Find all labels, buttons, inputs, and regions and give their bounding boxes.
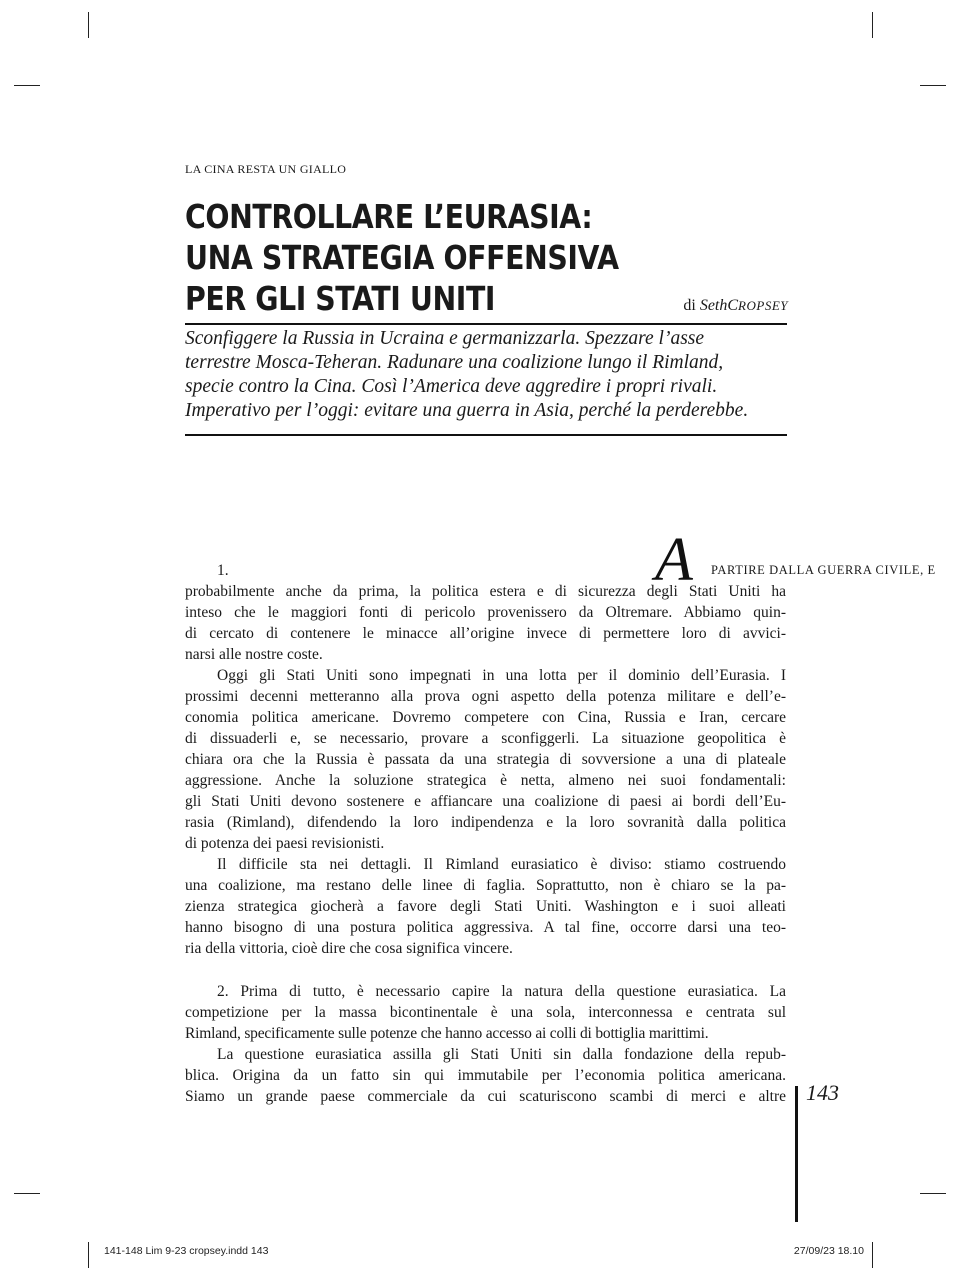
body-line: chiara ora che la Russia è passata da una strategia di sovversione a una di plateale [185,751,786,768]
body-line: rasia (Rimland), difendendo la loro indipendenza e la loro sovranità dalla politica [185,814,786,831]
footer-timestamp: 27/09/23 18.10 [793,1245,864,1257]
article-title [185,196,667,319]
body-line: gli Stati Uniti devono sostenere e affiancare una coalizione di paesi ai bordi dell’Eu- [185,793,786,810]
page-number: 143 [806,1080,839,1105]
article-summary [185,327,787,423]
body-line: di cercato di contenere le minacce all’origine invece di permettere loro di avvici- [185,625,786,642]
body-line: Siamo un grande paese commerciale da cui scaturiscono scambi di merci e altre [185,1088,786,1105]
body-line: Il difficile sta nei dettagli. Il Rimland eurasiatico è diviso: stiamo costruendo [217,856,786,873]
body-line: ria della vittoria, cioè dire che cosa significa vincere. [185,940,513,957]
section-2-body [185,981,786,1107]
body-line: competizione per la massa bicontinentale è una sola, interconnessa e centrata sul [185,1004,786,1021]
title-line: CONTROLLARE L’EURASIA: [185,197,593,236]
body-line: prossimi decenni metteranno alla prova ogni aspetto della potenza militare e dell’e- [185,688,786,705]
title-line: PER GLI STATI UNITI [185,279,496,318]
section-kicker: LA CINA RESTA UN GIALLO [185,162,347,176]
crop-mark-left-bottom [14,1193,40,1194]
body-line: hanno bisogno di una postura politica aggressiva. A tal fine, occorre darsi una teo- [185,919,786,936]
body-line: La questione eurasiatica assilla gli Stati Uniti sin dalla fondazione della repub- [217,1046,786,1063]
body-line: Rimland, specificamente sulle potenze che hanno accesso ai colli di bottiglia marittimi. [185,1025,709,1042]
body-line: una coalizione, ma restano delle linee di faglia. Soprattutto, non è chiaro se la pa- [185,877,786,894]
body-line: narsi alle nostre coste. [185,646,323,663]
body-line: inteso che le maggiori fonti di pericolo provenissero da Oltremare. Abbiamo quin- [185,604,786,621]
opening-smallcaps: PARTIRE DALLA GUERRA CIVILE, E [711,563,936,577]
body-line: aggressione. Anche la soluzione strategica è netta, almeno nei suoi fondamentali: [185,772,786,789]
crop-mark-right-bottom [920,1193,946,1194]
section-1-body [185,581,786,959]
body-line: probabilmente anche da prima, la politica estera e di sicurezza degli Stati Uniti ha [185,583,786,600]
crop-mark-bottom-left [88,1242,89,1268]
crop-mark-left-top [14,85,40,86]
crop-mark-right-top [920,85,946,86]
author-first-name: Seth [699,297,728,314]
byline-prefix: di [683,297,696,314]
title-line: UNA STRATEGIA OFFENSIVA [185,238,619,277]
summary-line: Sconfiggere la Russia in Ucraina e germanizzarla. Spezzare l’asse [185,328,705,349]
summary-rule [185,434,787,436]
body-line: 2. Prima di tutto, è necessario capire la natura della questione eurasiatica. La [217,983,786,1000]
crop-mark-top-left [88,12,89,38]
byline [683,297,788,315]
body-line: blica. Origina da un fatto sin qui immutabile per l’economia politica americana. [185,1067,786,1084]
page-number-bar [795,1086,798,1222]
summary-line: specie contro la Cina. Così l’America deve aggredire i propri rivali. [185,376,718,397]
body-line: di potenza dei paesi revisionisti. [185,835,385,852]
section-number: 1. [217,562,229,579]
footer-file-slug: 141-148 Lim 9-23 cropsey.indd 143 [104,1245,269,1257]
summary-line: terrestre Mosca-Teheran. Radunare una coalizione lungo il Rimland, [185,352,724,373]
body-line: zienza strategica giocherà a favore degli Stati Uniti. Washington e i suoi alleati [185,898,786,915]
summary-line: Imperativo per l’oggi: evitare una guerra in Asia, perché la perderebbe. [185,400,749,421]
author-last-rest: ROPSEY [738,298,788,313]
body-line: di dissuaderli e, se necessario, provare a sconfiggerli. La situazione geopolitica è [185,730,786,747]
crop-mark-bottom-right [872,1242,873,1268]
drop-cap: A [655,526,693,594]
body-line: Oggi gli Stati Uniti sono impegnati in una lotta per il dominio dell’Eurasia. I [217,667,786,684]
title-rule [185,323,787,325]
body-line: conomia politica americane. Dovremo competere con Cina, Russia e Iran, cercare [185,709,786,726]
author-last-initial: C [727,297,739,314]
crop-mark-top-right [872,12,873,38]
